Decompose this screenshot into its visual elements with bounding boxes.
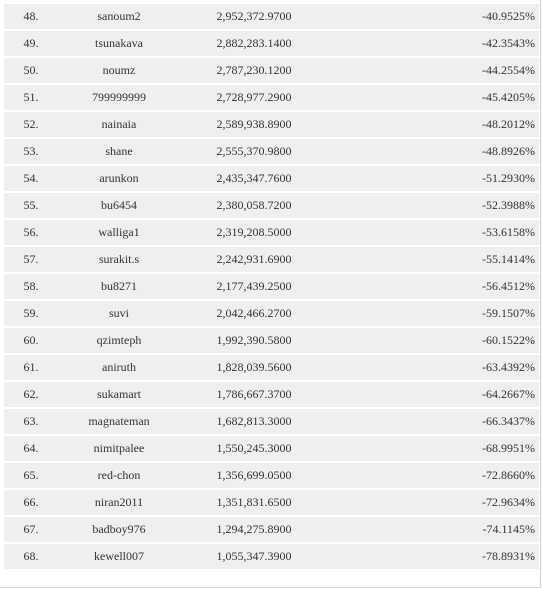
username-cell: shane	[105, 144, 133, 158]
value-cell: 2,242,931.6900	[216, 252, 292, 266]
username-cell: sanoum2	[97, 9, 141, 23]
value-cell: 1,294,275.8900	[216, 522, 292, 536]
table-row	[4, 247, 539, 272]
percent-change-cell: -55.1414%	[482, 252, 535, 266]
value-cell: 1,682,813.3000	[216, 414, 292, 428]
rank-cell: 68.	[23, 549, 39, 563]
percent-change-cell: -45.4205%	[482, 90, 535, 104]
percent-change-cell: -63.4392%	[482, 360, 535, 374]
table-row	[4, 517, 539, 542]
percent-change-cell: -78.8931%	[482, 549, 535, 563]
rank-cell: 54.	[23, 171, 39, 185]
percent-change-cell: -48.8926%	[482, 144, 535, 158]
rank-cell: 53.	[23, 144, 39, 158]
table-row	[4, 355, 539, 380]
username-cell: niran2011	[94, 495, 144, 509]
percent-change-cell: -72.9634%	[482, 495, 535, 509]
rank-cell: 63.	[23, 414, 39, 428]
value-cell: 1,055,347.3900	[216, 549, 292, 563]
table-row	[4, 301, 539, 326]
value-cell: 2,555,370.9800	[216, 144, 292, 158]
value-cell: 2,728,977.2900	[216, 90, 292, 104]
rank-cell: 66.	[23, 495, 39, 509]
table-row	[4, 490, 539, 515]
username-cell: bu8271	[101, 279, 137, 293]
percent-change-cell: -52.3988%	[482, 198, 535, 212]
rank-cell: 49.	[23, 36, 39, 50]
username-cell: badboy976	[92, 522, 146, 536]
table-row	[4, 58, 539, 83]
rank-cell: 64.	[23, 441, 39, 455]
rank-cell: 57.	[23, 252, 39, 266]
username-cell: bu6454	[101, 198, 137, 212]
username-cell: qzimteph	[96, 333, 142, 347]
username-cell: arunkon	[99, 171, 139, 185]
percent-change-cell: -59.1507%	[482, 306, 535, 320]
username-cell: suvi	[108, 306, 129, 320]
value-cell: 1,828,039.5600	[216, 360, 292, 374]
percent-change-cell: -40.9525%	[482, 9, 535, 23]
rank-cell: 61.	[23, 360, 39, 374]
value-cell: 1,550,245.3000	[216, 441, 292, 455]
value-cell: 2,589,938.8900	[216, 117, 292, 131]
percent-change-cell: -48.2012%	[482, 117, 535, 131]
rank-cell: 59.	[23, 306, 39, 320]
value-cell: 2,882,283.1400	[216, 36, 292, 50]
percent-change-cell: -53.6158%	[482, 225, 535, 239]
value-cell: 1,356,699.0500	[216, 468, 292, 482]
value-cell: 1,786,667.3700	[216, 387, 292, 401]
rank-cell: 52.	[23, 117, 39, 131]
username-cell: nainaia	[101, 117, 137, 131]
username-cell: magnateman	[88, 414, 150, 428]
percent-change-cell: -64.2667%	[482, 387, 535, 401]
table-row	[4, 274, 539, 299]
rank-cell: 62.	[23, 387, 39, 401]
rank-cell: 55.	[23, 198, 39, 212]
value-cell: 2,177,439.2500	[216, 279, 292, 293]
value-cell: 2,952,372.9700	[216, 9, 292, 23]
table-row	[4, 139, 539, 164]
username-cell: red-chon	[97, 468, 141, 482]
rank-cell: 58.	[23, 279, 39, 293]
percent-change-cell: -60.1522%	[482, 333, 535, 347]
rank-cell: 67.	[23, 522, 39, 536]
username-cell: kewell007	[94, 549, 144, 563]
percent-change-cell: -44.2554%	[482, 63, 535, 77]
value-cell: 2,787,230.1200	[216, 63, 292, 77]
table-row	[4, 4, 539, 29]
value-cell: 2,380,058.7200	[216, 198, 292, 212]
table-row	[4, 328, 539, 353]
rank-cell: 56.	[23, 225, 39, 239]
leaderboard-table	[4, 4, 539, 571]
rank-cell: 60.	[23, 333, 39, 347]
percent-change-cell: -68.9951%	[482, 441, 535, 455]
value-cell: 2,435,347.7600	[216, 171, 292, 185]
table-row	[4, 382, 539, 407]
table-row	[4, 436, 539, 461]
table-row	[4, 544, 539, 569]
username-cell: walliga1	[98, 225, 140, 239]
rank-cell: 65.	[23, 468, 39, 482]
percent-change-cell: -42.3543%	[482, 36, 535, 50]
table-row	[4, 112, 539, 137]
rank-cell: 48.	[23, 9, 39, 23]
table-row	[4, 166, 539, 191]
value-cell: 2,319,208.5000	[216, 225, 292, 239]
username-cell: surakit.s	[98, 252, 140, 266]
username-cell: nimitpalee	[93, 441, 145, 455]
percent-change-cell: -72.8660%	[482, 468, 535, 482]
table-row	[4, 409, 539, 434]
percent-change-cell: -51.2930%	[482, 171, 535, 185]
username-cell: aniruth	[102, 360, 136, 374]
table-row	[4, 31, 539, 56]
value-cell: 1,992,390.5800	[216, 333, 292, 347]
username-cell: tsunakava	[95, 36, 143, 50]
rank-cell: 50.	[23, 63, 39, 77]
value-cell: 1,351,831.6500	[216, 495, 292, 509]
username-cell: sukamart	[97, 387, 141, 401]
username-cell: noumz	[102, 63, 136, 77]
percent-change-cell: -66.3437%	[482, 414, 535, 428]
percent-change-cell: -74.1145%	[482, 522, 535, 536]
value-cell: 2,042,466.2700	[216, 306, 292, 320]
rank-cell: 51.	[23, 90, 39, 104]
table-row	[4, 220, 539, 245]
percent-change-cell: -56.4512%	[482, 279, 535, 293]
table-row	[4, 463, 539, 488]
table-row	[4, 193, 539, 218]
username-cell: 799999999	[92, 90, 146, 104]
table-row	[4, 85, 539, 110]
